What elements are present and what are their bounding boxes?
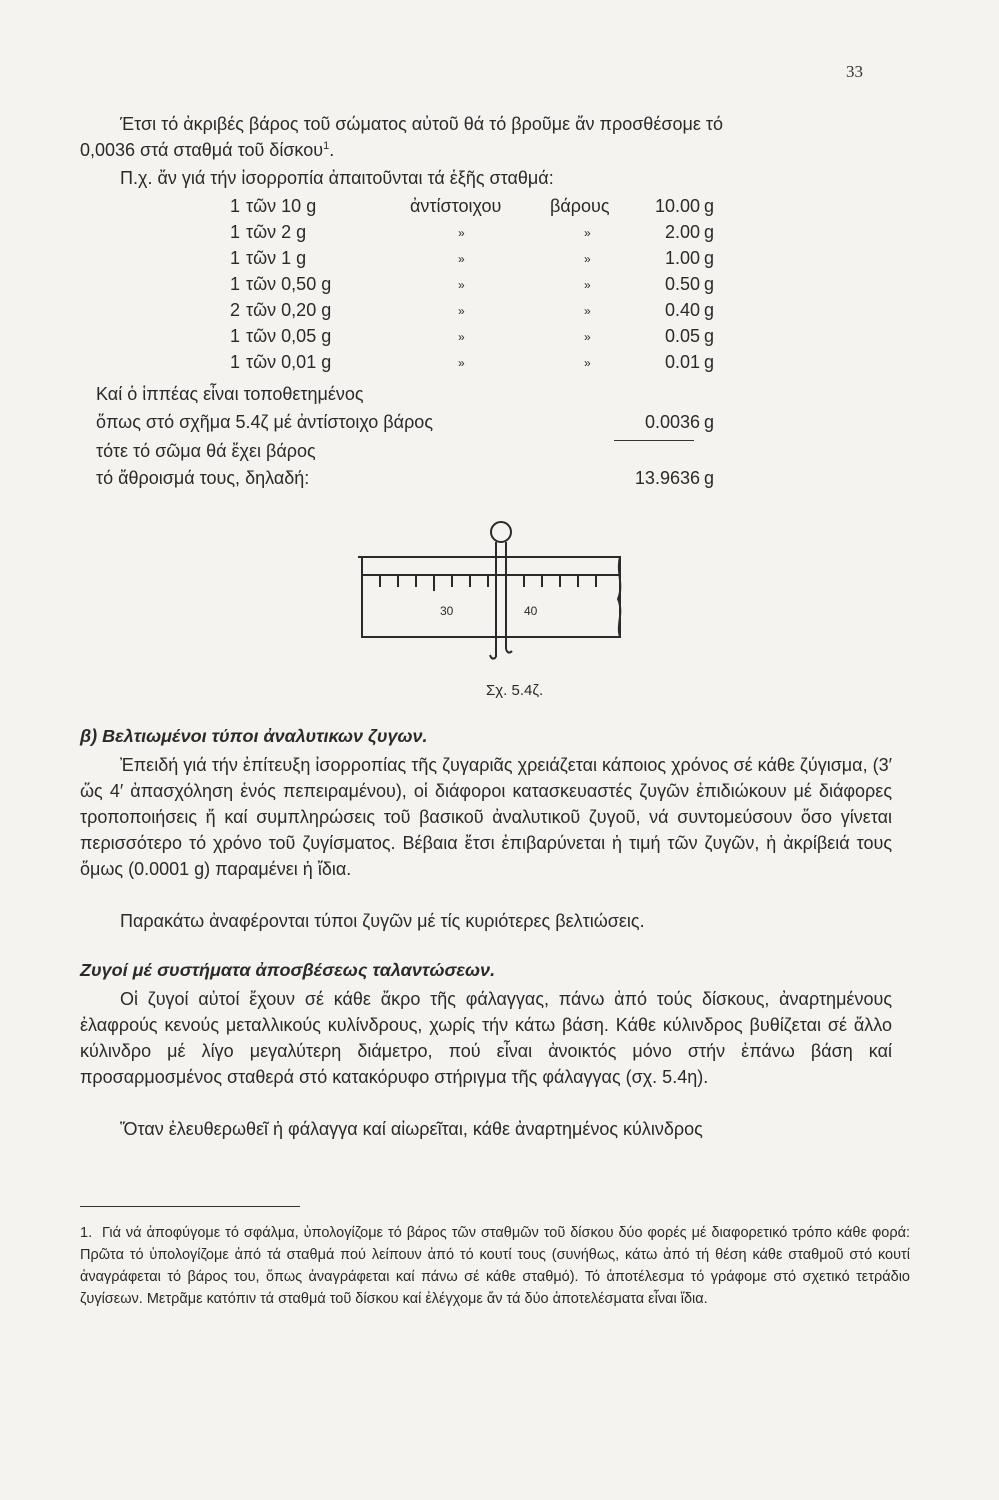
weight-value: 0.05: [664, 326, 700, 346]
total-unit: g: [704, 468, 715, 488]
weight-row: [0, 326, 999, 352]
rider-line-4: τό ἄθροισμά τους, δηλαδή:: [96, 468, 310, 488]
rider-ring: [491, 522, 511, 542]
intro-line-1: Έτσι τό ἀκριβές βάρος τοῦ σώματος αὐτοῦ θά τό βροῦμε ἄν προσθέσομε τό: [120, 114, 723, 134]
intro-line-2-end: .: [329, 140, 335, 160]
ditto-mark: »: [584, 226, 591, 240]
figure-caption: Σχ. 5.4ζ.: [486, 682, 544, 699]
intro-line-2: [80, 140, 334, 161]
ditto-mark: »: [458, 278, 465, 292]
weight-qty: 1: [230, 274, 241, 294]
weight-desc: τῶν 0,20 g: [246, 300, 332, 320]
rider-beam-figure: [340, 515, 640, 675]
weight-value: 1.00: [664, 248, 700, 268]
ditto-mark: »: [458, 304, 465, 318]
rider-value: 0.0036: [644, 412, 700, 432]
weight-qty: 2: [230, 300, 241, 320]
footnote-text: Γιά νά ἀποφύγομε τό σφάλμα, ὑπολογίζομε τό βάρος τῶν σταθμῶν τοῦ δίσκου δύο φορές μέ διαφορετικό τρόπο κάθε φορά: Πρῶτα τό ὑπολογίζομε ἀπό τά σταθμά πού λείπουν ἀπό τό κουτί τους (συνήθως, κάτω ἀπό τή θέση κάθε σταθμοῦ στό κουτί ἀναγράφεται τό βάρος του, ὅπως ἀναγράφεται καί πάνω σέ κάθε σταθμό). Τό ἀποτέλεσμα τό γράφομε στό σχετικό τετράδιο ζυγίσεων. Μετρᾶμε κατόπιν τά σταθμά τοῦ δίσκου καί ἐλέγχομε ἄν τά δύο ἀποτελέσματα εἶναι ἴδια.: [80, 1225, 910, 1307]
intro-line-2-text: 0,0036 στά σταθμά τοῦ δίσκου: [80, 140, 324, 160]
rider-line-1: Καί ὁ ἱππέας εἶναι τοποθετημένος: [96, 384, 364, 404]
footnote-rule: [80, 1206, 300, 1207]
scale-label-40: 40: [524, 604, 538, 618]
rider-line-2: ὅπως στό σχῆμα 5.4ζ μέ ἀντίστοιχο βάρος: [96, 412, 433, 432]
ditto-mark: »: [458, 330, 465, 344]
weight-desc: τῶν 0,50 g: [246, 274, 332, 294]
section-beta-paragraph-2: Παρακάτω ἀναφέρονται τύποι ζυγῶν μέ τίς κυριότερες βελτιώσεις.: [120, 911, 645, 931]
footnote-number: 1.: [80, 1225, 93, 1241]
rider-unit: g: [704, 412, 715, 432]
weight-unit: g: [704, 196, 715, 216]
ditto-mark: »: [584, 356, 591, 370]
section-damping-paragraph-1: Οἱ ζυγοί αὐτοί ἔχουν σέ κάθε ἄκρο τῆς φάλαγγας, πάνω ἀπό τούς δίσκους, ἀναρτημένους ἐλαφρούς κενούς μεταλλικούς κυλίνδρους, χωρίς τήν κάτω βάση. Κάθε κύλινδρος βυθίζεται σέ ἄλλο κύλινδρο μέ λίγο μεγαλύτερη διάμετρο, πού εἶναι ἀνοικτός μόνο στήν ἐπάνω βάση καί προσαρμοσμένος σταθερά στό κατακόρυφο στήριγμα τῆς φάλαγγας (σχ. 5.4η).: [80, 989, 892, 1087]
ditto-mark: »: [584, 330, 591, 344]
ditto-mark: »: [584, 252, 591, 266]
total-value-row: [0, 468, 999, 494]
weight-desc: τῶν 0,05 g: [246, 326, 332, 346]
weight-unit: g: [704, 352, 715, 372]
weight-desc: τῶν 10 g: [246, 196, 317, 216]
ditto-mark: »: [458, 356, 465, 370]
weight-qty: 1: [230, 196, 241, 216]
section-beta-heading: β) Βελτιωμένοι τύποι ἀναλυτικων ζυγων.: [80, 726, 428, 746]
sum-rule: [614, 440, 694, 441]
scale-ticks: [380, 575, 596, 591]
weight-corresponding: ἀντίστοιχου: [410, 196, 502, 216]
rider-hook-right: [506, 649, 512, 653]
weight-desc: τῶν 1 g: [246, 248, 307, 268]
weight-desc: τῶν 0,01 g: [246, 352, 332, 372]
weight-unit: g: [704, 300, 715, 320]
ditto-mark: »: [458, 226, 465, 240]
footnote-ref: 1: [323, 140, 330, 152]
weight-unit: g: [704, 222, 715, 242]
weight-row: [0, 196, 999, 222]
weight-row: [0, 222, 999, 248]
weight-qty: 1: [230, 326, 241, 346]
weight-qty: 1: [230, 248, 241, 268]
weight-row: [0, 274, 999, 300]
weight-value: 0.40: [664, 300, 700, 320]
weight-unit: g: [704, 248, 715, 268]
total-value: 13.9636: [634, 468, 700, 488]
weight-qty: 1: [230, 352, 241, 372]
weight-qty: 1: [230, 222, 241, 242]
weight-unit: g: [704, 274, 715, 294]
weight-row: [0, 248, 999, 274]
weight-value: 0.50: [664, 274, 700, 294]
page-number: 33: [846, 62, 863, 81]
example-line: Π.χ. ἄν γιά τήν ἰσορροπία ἀπαιτοῦνται τά ἑξῆς σταθμά:: [120, 168, 554, 188]
section-beta-paragraph-1: Ἐπειδή γιά τήν ἐπίτευξη ἰσορροπίας τῆς ζυγαριᾶς χρειάζεται κάποιος χρόνος σέ κάθε ζύγισμα, (3′ ὥς 4′ ἀπασχόληση ἑνός πεπειραμένου), οἱ διάφοροι κατασκευαστές ζυγῶν ἐπιδιώκουν μέ διάφορες τροποποιήσεις ἤ καί συμπληρώσεις τοῦ βασικοῦ ἀναλυτικοῦ ζυγοῦ, νά συντομεύσουν ὅσο γίνεται περισσότερο τό χρόνο τοῦ ζυγίσματος. Βέβαια ἔτσι ἐπιβαρύνεται ἡ τιμή τῶν ζυγῶν, ἡ ἀκρίβειά τους ὅμως (0.0001 g) παραμένει ἡ ἴδια.: [80, 755, 892, 879]
rider-value-row: [0, 412, 999, 438]
weight-row: [0, 352, 999, 378]
weight-desc: τῶν 2 g: [246, 222, 307, 242]
weight-row: [0, 300, 999, 326]
weight-value: 2.00: [664, 222, 700, 242]
weight-label: βάρους: [550, 196, 610, 216]
ditto-mark: »: [584, 278, 591, 292]
weight-value: 10.00: [654, 196, 700, 216]
ditto-mark: »: [458, 252, 465, 266]
section-damping-heading: Ζυγοί μέ συστήματα ἀποσβέσεως ταλαντώσεων.: [80, 960, 496, 980]
footnote: [80, 1222, 910, 1310]
weight-unit: g: [704, 326, 715, 346]
beam-body: [362, 557, 620, 637]
ditto-mark: »: [584, 304, 591, 318]
weight-value: 0.01: [664, 352, 700, 372]
scale-label-30: 30: [440, 604, 454, 618]
section-damping-paragraph-2: Ὅταν ἐλευθερωθεῖ ἡ φάλαγγα καί αἰωρεῖται, κάθε ἀναρτημένος κύλινδρος: [120, 1119, 703, 1139]
rider-line-3: τότε τό σῶμα θά ἔχει βάρος: [96, 441, 316, 461]
